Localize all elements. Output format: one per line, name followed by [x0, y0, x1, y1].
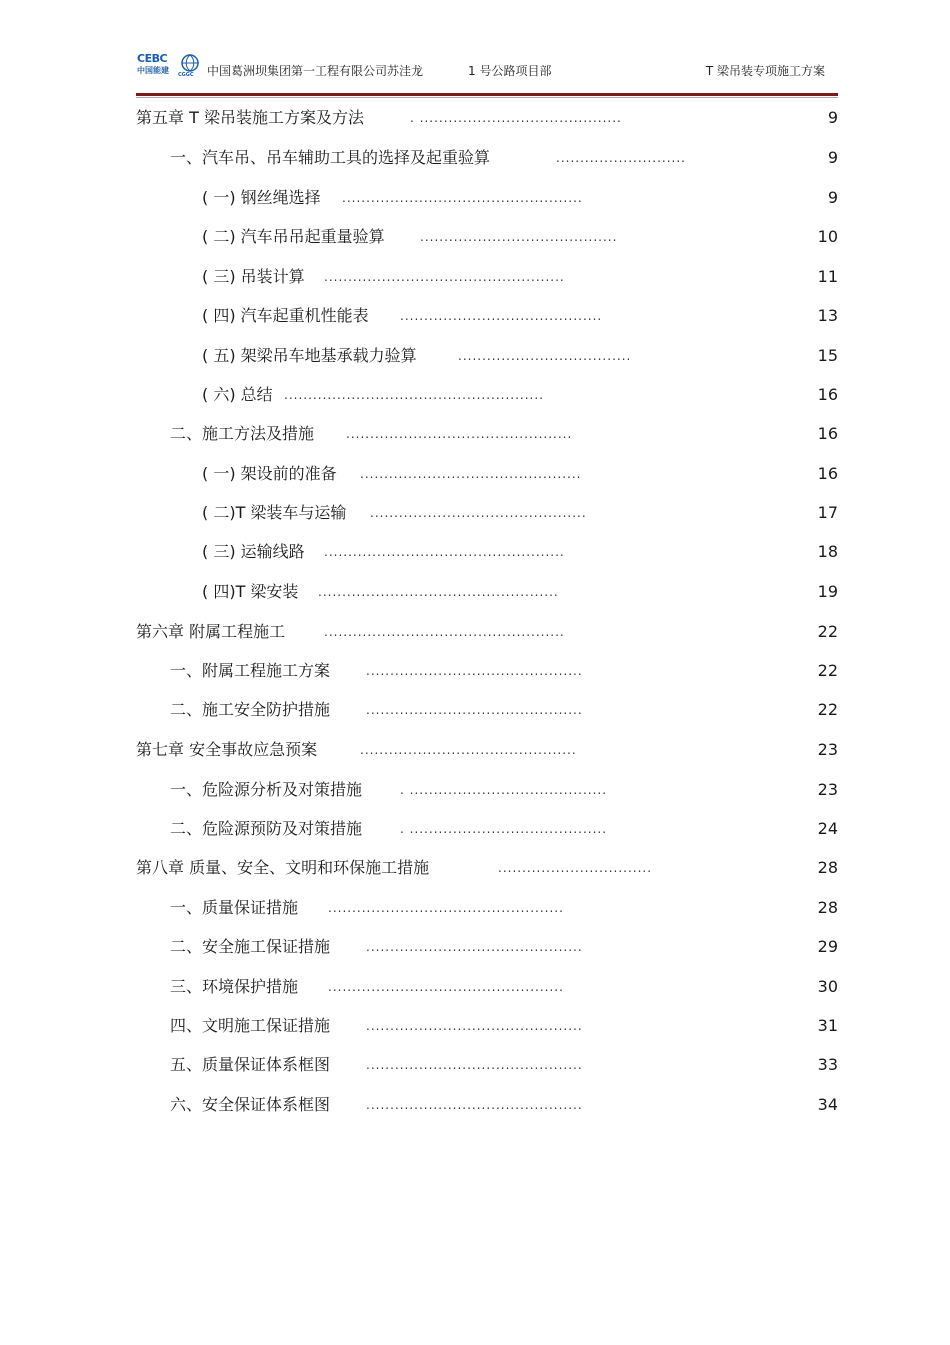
toc-entry-label: 二、危险源预防及对策措施	[170, 819, 363, 838]
toc-entry-leader: .............................................	[366, 1098, 583, 1112]
toc-entry-label: ( 一) 架设前的准备	[202, 464, 337, 483]
toc-entry[interactable]	[170, 817, 838, 841]
toc-entry-leader: .............................................	[366, 1058, 583, 1072]
toc-entry[interactable]	[170, 778, 838, 802]
toc-entry-leader: .............................................	[366, 703, 583, 717]
toc-entry[interactable]	[170, 935, 838, 959]
toc-entry[interactable]	[136, 738, 838, 762]
toc-entry-label: 第五章 T 梁吊装施工方案及方法	[136, 108, 364, 127]
toc-entry[interactable]	[202, 462, 838, 486]
toc-entry-page: 22	[817, 661, 838, 680]
header-doc-title: T 梁吊装专项施工方案	[705, 64, 825, 78]
toc-entry-leader: ...........................	[556, 151, 686, 165]
toc-entry-page: 34	[817, 1095, 838, 1114]
toc-entry-page: 30	[817, 977, 838, 996]
toc-entry-leader: ..................................................	[318, 585, 559, 599]
toc-entry-leader: ..................................................	[324, 270, 565, 284]
toc-entry-page: 22	[817, 700, 838, 719]
toc-entry[interactable]	[170, 1014, 838, 1038]
toc-entry-page: 29	[817, 937, 838, 956]
toc-entry-leader: ..............................................	[360, 467, 582, 481]
toc-entry-label: 第八章 质量、安全、文明和环保施工措施	[136, 858, 430, 877]
toc-entry-page: 16	[817, 424, 838, 443]
toc-entry-leader: ....................................	[458, 349, 632, 363]
toc-entry-page: 31	[817, 1016, 838, 1035]
toc-entry-page: 16	[817, 464, 838, 483]
toc-entry-leader: ......................................................	[284, 388, 544, 402]
toc-entry-leader: ...............................................	[346, 427, 573, 441]
toc-entry-page: 11	[817, 267, 838, 286]
toc-entry-label: ( 四)T 梁安装	[202, 582, 299, 601]
toc-entry[interactable]	[202, 580, 838, 604]
toc-entry-label: 第六章 附属工程施工	[136, 622, 286, 641]
toc-entry[interactable]	[202, 344, 838, 368]
toc-entry-label: 一、汽车吊、吊车辅助工具的选择及起重验算	[170, 148, 491, 167]
toc-entry-page: 16	[817, 385, 838, 404]
toc-entry[interactable]	[170, 1093, 838, 1117]
toc-entry-leader: ..................................................	[324, 545, 565, 559]
toc-entry-leader: .........................................	[420, 230, 618, 244]
toc-entry[interactable]	[170, 422, 838, 446]
toc-entry-label: ( 四) 汽车起重机性能表	[202, 306, 369, 325]
toc-entry-page: 22	[817, 622, 838, 641]
toc-entry[interactable]	[202, 304, 838, 328]
toc-entry-leader: .............................................	[370, 506, 587, 520]
toc-entry[interactable]	[136, 620, 838, 644]
toc-entry-leader: .............................................	[360, 743, 577, 757]
toc-entry[interactable]	[136, 856, 838, 880]
toc-entry-page: 10	[817, 227, 838, 246]
toc-entry[interactable]	[202, 225, 838, 249]
toc-entry[interactable]	[170, 698, 838, 722]
toc-entry[interactable]	[202, 383, 838, 407]
header-company: 中国葛洲坝集团第一工程有限公司苏洼龙	[207, 64, 424, 78]
toc-entry-page: 23	[817, 780, 838, 799]
toc-entry[interactable]	[202, 540, 838, 564]
toc-entry-page: 23	[817, 740, 838, 759]
toc-entry-label: 一、质量保证措施	[170, 898, 299, 917]
toc-entry-label: 二、施工方法及措施	[170, 424, 315, 443]
toc-entry-label: 二、安全施工保证措施	[170, 937, 331, 956]
toc-entry-leader: ..................................................	[324, 625, 565, 639]
toc-entry-leader: ..................................................	[342, 191, 583, 205]
toc-entry-label: ( 二) 汽车吊吊起重量验算	[202, 227, 385, 246]
toc-entry-page: 33	[817, 1055, 838, 1074]
toc-entry[interactable]	[202, 186, 838, 210]
toc-entry-label: ( 三) 吊装计算	[202, 267, 305, 286]
toc-entry-label: 一、危险源分析及对策措施	[170, 780, 363, 799]
toc-entry-label: 第七章 安全事故应急预案	[136, 740, 318, 759]
toc-entry[interactable]	[170, 1053, 838, 1077]
toc-entry-page: 24	[817, 819, 838, 838]
toc-entry-page: 13	[817, 306, 838, 325]
toc-entry[interactable]	[202, 265, 838, 289]
toc-entry-label: ( 二)T 梁装车与运输	[202, 503, 347, 522]
toc-entry-label: ( 六) 总结	[202, 385, 273, 404]
toc-entry-label: 三、环境保护措施	[170, 977, 299, 996]
toc-entry-label: 五、质量保证体系框图	[170, 1055, 331, 1074]
toc-entry-leader: . ..........................................	[410, 111, 622, 125]
toc-entry[interactable]	[136, 106, 838, 130]
toc-entry[interactable]	[202, 501, 838, 525]
toc-entry[interactable]	[170, 896, 838, 920]
toc-entry-label: 一、附属工程施工方案	[170, 661, 331, 680]
toc-entry-leader: .............................................	[366, 664, 583, 678]
toc-entry-page: 18	[817, 542, 838, 561]
toc-entry-leader: . .........................................	[400, 822, 608, 836]
logo-cggc-text: CGGC	[178, 72, 194, 78]
toc-entry-page: 9	[827, 108, 838, 127]
header-department: 1 号公路项目部	[468, 64, 552, 78]
toc-entry-label: 六、安全保证体系框图	[170, 1095, 331, 1114]
toc-entry[interactable]	[170, 975, 838, 999]
toc-entry-label: 二、施工安全防护措施	[170, 700, 331, 719]
toc-entry-page: 9	[827, 148, 838, 167]
toc-entry-leader: .............................................	[366, 940, 583, 954]
toc-entry-page: 9	[827, 188, 838, 207]
toc-entry-label: ( 一) 钢丝绳选择	[202, 188, 321, 207]
logo-cn-text: 中国能建	[137, 66, 169, 75]
toc-entry-page: 15	[817, 346, 838, 365]
toc-entry-label: 四、文明施工保证措施	[170, 1016, 331, 1035]
toc-entry-leader: ..........................................	[400, 309, 603, 323]
toc-entry-page: 17	[817, 503, 838, 522]
toc-entry-leader: .............................................	[366, 1019, 583, 1033]
toc-entry-leader: .................................................	[328, 980, 564, 994]
toc-entry-page: 28	[817, 858, 838, 877]
toc-entry-label: ( 五) 架梁吊车地基承载力验算	[202, 346, 417, 365]
logo-text: CEBC	[137, 52, 168, 65]
toc-entry[interactable]	[170, 659, 838, 683]
toc-entry[interactable]	[170, 146, 838, 170]
toc-entry-leader: ................................	[498, 861, 653, 875]
toc-entry-page: 19	[817, 582, 838, 601]
toc-entry-page: 28	[817, 898, 838, 917]
toc-entry-leader: .................................................	[328, 901, 564, 915]
toc-entry-label: ( 三) 运输线路	[202, 542, 305, 561]
toc-entry-leader: . .........................................	[400, 783, 608, 797]
